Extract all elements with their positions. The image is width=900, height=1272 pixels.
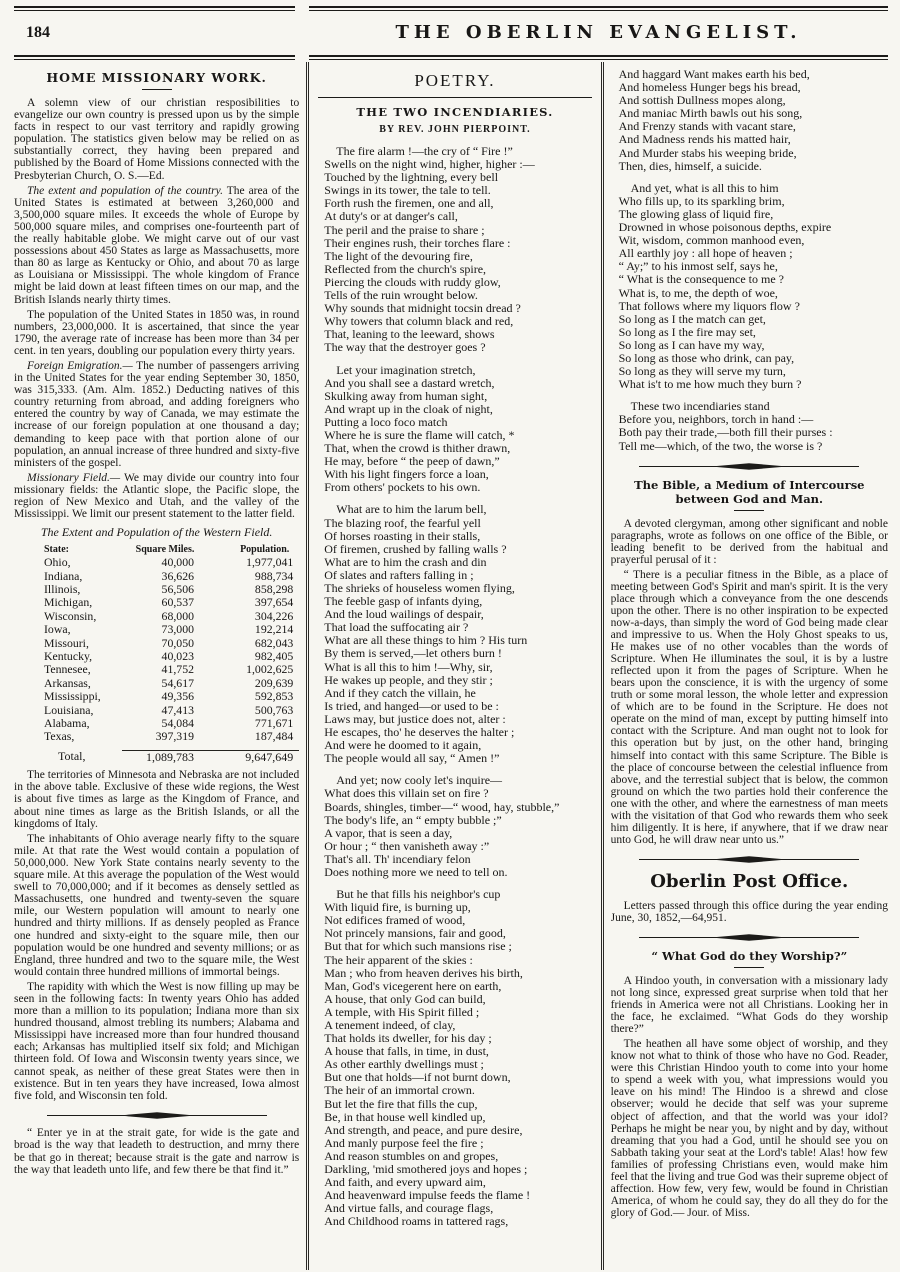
poem-line: Of horses roasting in their stalls, — [324, 528, 481, 543]
paragraph: The rapidity with which the West is now filling up may be seen in the following facts: In twenty years Ohio has added more than a million to its population; Indiana more than six hundred thousand, almost trebling its numbers; Alabama and Mississippi have increased more than four hundred thousand each; Arkansas has multiplied itself six fold; and Michigan thirteen fold. Of Iowa and Wisconsin twenty years since, we cannot speak, as neither of these great States were then in existence. But in ten years they have increased, Iowa almost five fold, and Wisconsin ten fold. — [14, 980, 300, 1102]
poem-stanza — [611, 400, 888, 452]
poem-line: Tell me—which, of the two, the worse is ? — [618, 438, 823, 453]
paragraph-lead-italic: Missionary Field.— — [27, 471, 121, 484]
poem-line: With his light fingers force a loan, — [324, 467, 489, 482]
cell-population: 397,654 — [254, 595, 294, 610]
poem-line: But let the fire that fills the cup, — [324, 1096, 478, 1111]
poem-line: He wakes up people, and they stir ; — [324, 672, 493, 687]
cell-state: Missouri, — [44, 635, 89, 650]
scripture-quote: “ Enter ye in at the strait gate, for wide is the gate and broad is the way that leadeth to destruction, and mrny there be that go in thereat; because strait is the gate and narrow is the way that leadeth unto life, and few there be that find it.” — [14, 1126, 300, 1177]
poem-line: Be, in that house well kindled up, — [324, 1109, 486, 1124]
masthead-title: THE OBERLIN EVANGELIST. — [395, 22, 802, 43]
poem-line: At duty's or at danger's call, — [324, 209, 458, 224]
poem-line: What are all these things to him ? His turn — [324, 633, 528, 648]
poem-line: The blazing roof, the fearful yell — [324, 515, 481, 530]
bible-article-body — [611, 518, 888, 846]
poem-line: With liquid fire, is burning up, — [324, 900, 471, 915]
total-population: 9,647,649 — [208, 750, 299, 764]
poem-line: That, when the crowd is thither drawn, — [324, 441, 511, 456]
poem-line: Putting a loco foco match — [324, 414, 448, 429]
heading-rule — [142, 89, 172, 90]
cell-state: Texas, — [44, 729, 75, 744]
cell-population: 192,214 — [254, 622, 294, 637]
poem-line: The fire alarm !—the cry of “ Fire !” — [336, 144, 513, 158]
poem-line: Of firemen, crushed by falling walls ? — [324, 541, 507, 556]
poem-line: And strength, and peace, and pure desire, — [324, 1122, 523, 1137]
poem-line: Piercing the clouds with ruddy glow, — [324, 274, 501, 289]
cell-population: 500,763 — [254, 702, 294, 717]
cell-square-miles: 60,537 — [161, 595, 194, 610]
poem-line: And haggard Want makes earth his bed, — [618, 67, 810, 81]
poem-line: That load the suffocating air ? — [324, 620, 469, 635]
divider-rule-icon — [639, 855, 859, 864]
poem-line: What are to him the crash and din — [324, 554, 487, 569]
poem-line: That holds its dweller, for his day ; — [324, 1031, 492, 1046]
header-rule-bottom-right — [309, 55, 888, 60]
header-rule-bottom-left — [14, 55, 295, 60]
article-title-oberlin-post-office: Oberlin Post Office. — [650, 870, 849, 892]
poem-line: And yet; now cooly let's inquire— — [336, 773, 503, 788]
poem-line: A house, that only God can build, — [324, 991, 486, 1006]
poem-line: Laws may, but justice does not, alter : — [324, 711, 506, 726]
header-rule-top-left — [14, 6, 295, 11]
section-divider — [611, 933, 888, 942]
column-divider-rule — [601, 62, 604, 1270]
poem-line: And sottish Dullness mopes along, — [618, 93, 786, 108]
column-divider-rule — [306, 62, 309, 1270]
poem-line: The heir of an immortal crown. — [324, 1083, 475, 1098]
header-right — [309, 6, 888, 60]
paragraph: The territories of Minnesota and Nebraska are not included in the above table. Exclusive of these wide regions, the West is about five times as large as the Kingdom of France, and about nine times as large as the British Islands, or all the kingdoms of Italy. — [14, 769, 300, 830]
poem-line: That, leaning to the leeward, shows — [324, 327, 495, 342]
poem-line: But that for which such mansions rise ; — [324, 939, 512, 954]
cell-population: 771,671 — [254, 716, 294, 731]
cell-state: Michigan, — [44, 595, 93, 610]
poem-line: Their engines rush, their torches flare : — [324, 235, 511, 250]
cell-population: 682,043 — [254, 635, 294, 650]
poem-line: The light of the devouring fire, — [324, 248, 473, 263]
poem-line: All earthly joy : all hope of heaven ; — [618, 246, 793, 261]
paragraph-text: We may divide our country into four missionary fields: the Atlantic slope, the Pacific slope, the region of New Mexico and Utah, and the valley of the Mississippi. We limit our present statement to the latter field. — [14, 471, 300, 521]
article-body-continued — [14, 769, 299, 1102]
poem-line: So long as I the fire may set, — [618, 324, 756, 339]
cell-state: Alabama, — [44, 716, 90, 731]
table-row — [14, 596, 299, 609]
table-row — [14, 583, 299, 596]
table-row — [14, 556, 299, 569]
poem-line: That follows where my liquors flow ? — [618, 298, 800, 313]
poem-stanza — [316, 145, 593, 355]
paragraph: A devoted clergyman, among other significant and noble paragraphs, wrote as follows on one office of the Bible, or leading benefit to be derived from the habitual and prayerful perusal of it : — [610, 517, 888, 566]
total-label: Total, — [58, 748, 86, 763]
poem-stanza — [316, 503, 593, 765]
poem-line: Darkling, 'mid smothered joys and hopes ; — [324, 1162, 528, 1177]
poem-line: And maniac Mirth bawls out his song, — [618, 106, 803, 121]
article-title-home-missionary-work: HOME MISSIONARY WORK. — [46, 70, 267, 85]
poem-line: And reason stumbles on and gropes, — [324, 1148, 499, 1163]
cell-population: 1,002,625 — [246, 662, 294, 677]
poem-line: He may, before “ the peep of dawn,” — [324, 454, 500, 469]
paragraph: The heathen all have some object of worship, and they know not what to think of those who have no God. Reader, were this Christian Hindoo youth to come into your home to spend a week with you, what impressions would you leave on his mind! The Hindoo is a shrewd and close observer; would he decide that self was your supreme object of affection, and that the world was your idol? Perhaps he might be near you, by night and by day, without dreaming that you had a God, until he should see you on Sabbath taking your seat at the Lord's table! Alas! how few families of professing Christians even, would make him feel that the living and true God was their supreme object of affection. How few, very few, would be found in Christian America, of whom he could say, they do all they do for the glory of God.— Jour. of Miss. — [610, 1038, 888, 1219]
poem-line: And wrapt up in the cloak of night, — [324, 401, 493, 416]
poem-line: The heir apparent of the skies : — [324, 952, 473, 967]
cell-square-miles: 70,050 — [161, 635, 194, 650]
poem-line: But he that fills his neighbor's cup — [336, 887, 501, 902]
cell-square-miles: 54,617 — [161, 675, 194, 690]
cell-state: Wisconsin, — [44, 608, 97, 623]
header-rule-top-right — [309, 6, 888, 11]
poem-line: The body's life, an “ empty bubble ;” — [324, 812, 502, 827]
table-header-state: State: — [44, 544, 69, 556]
column-right — [611, 62, 888, 1270]
divider-rule-icon — [47, 1111, 267, 1120]
poem-stanza — [316, 364, 593, 495]
cell-square-miles: 41,752 — [161, 662, 194, 677]
cell-population: 988,734 — [254, 568, 294, 583]
poem-line: These two incendiaries stand — [630, 399, 770, 414]
table-row — [14, 637, 299, 650]
divider-rule-icon — [639, 933, 859, 942]
paragraph-lead-italic: Foreign Emigration.— — [27, 359, 133, 372]
poem-line: And heavenward impulse feeds the flame ! — [324, 1188, 531, 1203]
poem-line: That's all. Th' incendiary felon — [324, 851, 471, 866]
table-caption: The Extent and Population of the Western Field. — [40, 525, 273, 540]
cell-population: 592,853 — [254, 689, 294, 704]
paragraph — [14, 472, 299, 520]
cell-square-miles: 40,000 — [161, 555, 194, 570]
poem-line: He escapes, tho' he deserves the halter ; — [324, 725, 515, 740]
paragraph-text: The area of the United States is estimated at between 3,260,000 and 3,500,000 square miles. It exceeds the whole of Europe by 500,000 square miles, and comprises one-fourteenth part of the really habitable globe. We might carve out of our vast possessions about 450 States as large as Massachusetts, more than 80 as large as Kentucky or Ohio, and about 70 as large as Louisiana or Mississippi. The whole kingdom of France might be laid down at least fifteen times on our map, and the British Islands nearly thirty times. — [14, 184, 300, 306]
cell-square-miles: 36,626 — [161, 568, 194, 583]
poem-stanza — [611, 68, 888, 173]
poem-line: Forth rush the firemen, one and all, — [324, 196, 494, 211]
column-home-missionary — [14, 62, 299, 1270]
table-row — [14, 717, 299, 730]
poem-stanza — [316, 888, 593, 1228]
poem-line: “ What is the consequence to me ? — [618, 272, 784, 287]
cell-population: 209,639 — [254, 675, 294, 690]
cell-square-miles: 73,000 — [161, 622, 194, 637]
cell-population: 1,977,041 — [246, 555, 294, 570]
table-row — [14, 570, 299, 583]
poem-line: And homeless Hunger begs his bread, — [618, 80, 801, 95]
poem-line: Let your imagination stretch, — [336, 362, 476, 377]
paragraph: A Hindoo youth, in conversation with a missionary lady not long since, expressed great surprise when told that her friends in America were not all Christians. Looking her in the face, he exclaimed. “What Gods do they worship there?” — [610, 974, 888, 1036]
poem-line: The peril and the praise to share ; — [324, 222, 485, 237]
poem-line: Is tried, and hanged—or used to be : — [324, 698, 499, 713]
poem-line: Why sounds that midnight tocsin dread ? — [324, 301, 521, 316]
poem-line: What does this villain set on fire ? — [324, 786, 489, 801]
paragraph-lead-italic: The extent and population of the country. — [27, 184, 223, 197]
poem-line: And if they catch the villain, he — [324, 685, 476, 700]
divider-rule-icon — [639, 462, 859, 471]
poem-stanza — [316, 774, 593, 879]
table-header-square-miles: Square Miles. — [135, 544, 195, 556]
poem-line: A tenement indeed, of clay, — [324, 1018, 456, 1032]
poem-line: And yet, what is all this to him — [630, 180, 779, 195]
poem-line: And the loud wailings of despair, — [324, 607, 484, 622]
poem-line: And Murder stabs his weeping bride, — [618, 145, 797, 160]
poem-line: Of slates and rafters falling in ; — [324, 567, 474, 582]
poem-line: And manly purpose feel the fire ; — [324, 1135, 484, 1150]
poem-line: And you shall see a dastard wretch, — [324, 375, 495, 390]
table-body — [14, 556, 299, 744]
heading-rule — [734, 510, 764, 511]
columns-container — [14, 62, 888, 1270]
poem-line: Not princely mansions, fair and good, — [324, 926, 506, 941]
table-row — [14, 623, 299, 636]
heading-rule — [734, 967, 764, 968]
cell-population: 187,484 — [254, 729, 294, 744]
section-divider — [611, 855, 888, 864]
poem-line: Both pay their trade,—both fill their purses : — [618, 425, 833, 440]
column-poetry — [316, 62, 593, 1270]
poem-line: And were he doomed to it again, — [324, 738, 482, 753]
poem-line: Reflected from the church's spire, — [324, 261, 487, 276]
table-row — [14, 610, 299, 623]
total-square-miles: 1,089,783 — [122, 750, 208, 764]
poem-line: What is all this to him !—Why, sir, — [324, 659, 493, 674]
poem-line: The glowing glass of liquid fire, — [618, 206, 774, 221]
poem-line: “ Ay;” to his inmost self, says he, — [618, 259, 778, 274]
poem-continuation — [611, 68, 888, 453]
cell-state: Iowa, — [44, 622, 71, 637]
cell-square-miles: 54,084 — [161, 716, 194, 731]
poem-line: Then, dies, himself, a suicide. — [618, 158, 762, 173]
cell-state: Mississippi, — [44, 689, 101, 704]
poem-line: A house that falls, in time, in dust, — [324, 1044, 489, 1059]
poem-byline: BY REV. JOHN PIERPOINT. — [379, 124, 531, 135]
table-header-population: Population. — [240, 544, 290, 556]
poem-line: What are to him the larum bell, — [336, 502, 487, 517]
page-number: 184 — [26, 24, 50, 41]
poem-line: And Frenzy stands with vacant stare, — [618, 119, 796, 134]
table-row — [14, 650, 299, 663]
poem-line: The shrieks of houseless women flying, — [324, 581, 515, 595]
poem-line: The feeble gasp of infants dying, — [324, 594, 483, 609]
cell-population: 304,226 — [254, 608, 294, 623]
poem-line: Swings in its tower, the tale to tell. — [324, 183, 491, 198]
poem-line: Why towers that column black and red, — [324, 314, 514, 329]
cell-state: Arkansas, — [44, 675, 91, 690]
worship-article-body — [611, 975, 888, 1219]
poem-title: THE TWO INCENDIARIES. — [356, 105, 554, 119]
paragraph-text: The population of the United States in 1850 was, in round numbers, 23,000,000. It is ascertained, that since the year 1790, the average rate of increase has been more than 34 per cent. in ten years, doubling our population every thirty years. — [14, 308, 300, 357]
poem-line: By them is served,—let others burn ! — [324, 646, 502, 661]
poem-line: The way that the destroyer goes ? — [324, 340, 486, 355]
poem-line: And Madness rends his matted hair, — [618, 132, 791, 147]
poem-line: Who fills up, to its sparkling brim, — [618, 193, 785, 208]
table-row — [14, 663, 299, 676]
poem-line: From others' pockets to his own. — [324, 480, 481, 495]
poem-line: As other earthly dwellings must ; — [324, 1057, 484, 1072]
cell-state: Kentucky, — [44, 649, 93, 664]
post-office-text: Letters passed through this office during the year ending June, 30, 1852,—64,951. — [610, 899, 888, 924]
cell-square-miles: 56,506 — [161, 582, 194, 596]
paragraph — [14, 360, 299, 469]
cell-square-miles: 49,356 — [161, 689, 194, 704]
poem-stanza — [611, 182, 888, 392]
poem-line: A vapor, that is seen a day, — [324, 825, 453, 840]
poem-line: Drowned in whose poisonous depths, expire — [618, 220, 832, 235]
cell-state: Tennesee, — [44, 662, 91, 677]
header-left — [14, 6, 309, 60]
poem-line: Skulking away from human sight, — [324, 388, 488, 403]
cell-state: Illinois, — [44, 582, 81, 596]
article-title-bible-medium: The Bible, a Medium of Intercourse between God and Man. — [634, 477, 865, 506]
poem-line: And faith, and every upward aim, — [324, 1175, 486, 1190]
cell-state: Ohio, — [44, 555, 71, 570]
poem-line: Or hour ; “ then vanisheth away :” — [324, 838, 490, 853]
table-row — [14, 690, 299, 703]
poem-line: Swells on the night wind, higher, higher :— — [324, 157, 535, 172]
cell-square-miles: 68,000 — [161, 608, 194, 623]
western-field-table — [14, 543, 299, 764]
cell-state: Indiana, — [44, 568, 83, 583]
paragraph: The inhabitants of Ohio average nearly fifty to the square mile. At that rate the West would contain a population of 50,000,000. New York State contains nearly seventy to the square mile. At this average the population of the West would swell to 70,000,000; and if it becomes as densely settled as Massachusetts, one hundred and twenty-seven the square mile, our Western population will amount to nearly one hundred and thirty millions. If as densely peopled as France one hundred and sixty-eight to the square mile, then our population would be one hundred and seventy millions; or as England, three hundred and two to the square mile, the West would contain three hundred millions of immortal beings. — [14, 832, 300, 978]
poetry-rule — [318, 97, 591, 98]
paragraph — [14, 309, 299, 357]
section-title-poetry: POETRY. — [414, 71, 496, 90]
cell-state: Louisiana, — [44, 702, 94, 717]
cell-square-miles: 47,413 — [161, 702, 194, 717]
poem-line: A temple, with His Spirit filled ; — [324, 1004, 480, 1019]
poem-line: Man, God's vicegerent here on earth, — [324, 978, 502, 993]
poem-line: And virtue falls, and courage flags, — [324, 1201, 494, 1216]
cell-population: 982,405 — [254, 649, 294, 664]
poem-line: So long as those who drink, can pay, — [618, 350, 795, 365]
paragraph — [14, 97, 299, 182]
poem-line: Where he is sure the flame will catch, * — [324, 427, 515, 442]
paragraph: “ There is a peculiar fitness in the Bible, as a place of meeting between God's Spirit and man's spirit. It is the very place through which a conveyance from the one descends upon the other. There is no other inspiration to be expected now-a-days, than simply the word of God being made clear and impressive to us. When the Holy Ghost speaks to us, He makes use of no other vocables than the words of Scripture. When He illuminates the soul, it is by a lustre reflected upon it from the pages of Scripture. When he bears upon the conscience, it is with the urgency of some truth or some moral lesson, the whole letter and expression of which are to be found in the Scripture. He does not operate on the mind of man, except by putting himself into contact with the Scripture. And man ought not to look for this operation but by just, on the other hand, bringing himself into contact with this same Scripture. The Bible is the place of concourse between the celestial influence from above, and the terrestial subject that is below, the common ground on which the two parties hold their conference the one with the other, and where the earnestness of man meets with the visitation of that God who rewards them who seek him diligently. It is here, if anywhere, that if we draw near unto God, he will draw near unto us.” — [610, 568, 888, 846]
table-total-row — [14, 750, 299, 764]
paragraph — [14, 185, 299, 306]
article-body — [14, 97, 299, 520]
poem-line: Tells of the ruin wrought below. — [324, 288, 478, 303]
table-row — [14, 704, 299, 717]
poem-line: Boards, shingles, timber—“ wood, hay, stubble,” — [324, 799, 560, 814]
poem-line: What is, to me, the depth of woe, — [618, 285, 778, 300]
article-title-what-god-worship: “ What God do they Worship?” — [651, 948, 848, 963]
poem-line: Touched by the lightning, every bell — [324, 170, 499, 185]
poem-line: So long as I the match can get, — [618, 311, 766, 326]
poem-line: Does nothing more we need to tell on. — [324, 864, 508, 879]
poem-line: What is't to me how much they burn ? — [618, 377, 802, 392]
section-divider — [611, 462, 888, 471]
cell-population: 858,298 — [254, 582, 294, 596]
poem-line: Not edifices framed of wood, — [324, 913, 466, 928]
poem-line: But one that holds—if not burnt down, — [324, 1070, 511, 1085]
page-header — [14, 6, 888, 60]
table-row — [14, 730, 299, 743]
poem-line: Wit, wisdom, common manhood even, — [618, 233, 805, 248]
paragraph-text: A solemn view of our christian resposibilities to evangelize our own country is pressed upon us by the simple facts in respect to our vast territory and rapidly growing population. The statistics given below may be relied on as substantially correct, they having been prepared and published by the Board of Home Missions connected with the Presbyterian Church, O. S.—Ed. — [14, 97, 300, 182]
paragraph-text: The number of passengers arriving in the United States for the year ending September 30, 1850, was 315,333. (Am. Alm. 1852.) Deducting natives of this country returning from abroad, and adding foreigners who entered the country by way of Canada, we may estimate the increase of our foreign population at one thousand a day; demanding to keep pace with that portion alone of our population, an annual increase of three hundred and sixty-five ministers of the gospel. — [14, 359, 300, 469]
table-row — [14, 677, 299, 690]
poem-line: The people would all say, “ Amen !” — [324, 751, 500, 766]
cell-square-miles: 397,319 — [155, 729, 194, 744]
poem-line: And Childhood roams in tattered rags, — [324, 1214, 509, 1229]
section-divider — [14, 1111, 299, 1120]
poem-line: So long as they will serve my turn, — [618, 364, 786, 379]
poem-body — [316, 145, 593, 1229]
poem-line: So long as I can have my way, — [618, 337, 765, 352]
cell-square-miles: 40,023 — [161, 649, 194, 664]
poem-line: Man ; who from heaven derives his birth, — [324, 965, 523, 980]
poem-line: Before you, neighbors, torch in hand :— — [618, 412, 814, 427]
